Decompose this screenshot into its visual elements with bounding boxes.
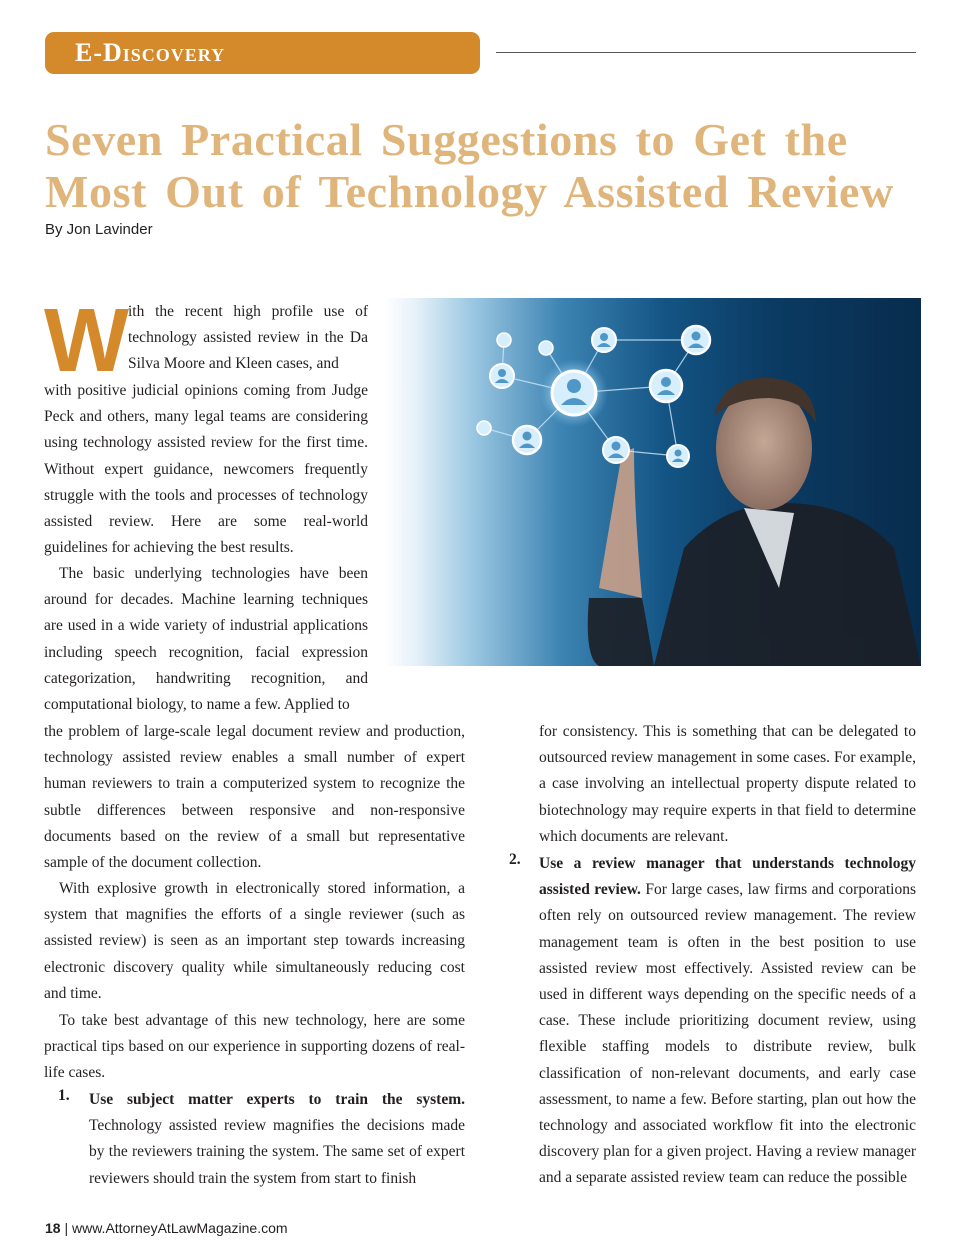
section-tab [45,32,480,74]
drop-cap: W [44,291,129,391]
paragraph-3: With explosive growth in electronically stored information, a system that magnifies the efforts of a single reviewer (such as assisted review) is seen as an important step towards increasing electronic discovery quality while simultaneously reducing cost and time. [44,880,465,1002]
list-item-1-heading: Use subject matter experts to train the system. [89,1091,465,1108]
person-figure [588,378,921,666]
article-title: Seven Practical Suggestions to Get the Most Out of Technology Assisted Review [45,114,894,217]
user-node-icons [477,326,710,467]
byline: By Jon Lavinder [45,221,153,238]
page-number: 18 [45,1220,61,1236]
list-number-2: 2. [509,851,521,868]
page-footer [45,1220,288,1236]
list-item-2 [539,851,916,1192]
header-rule [496,52,916,53]
paragraph-2-rest: the problem of large-scale legal document review and production, technology assisted review enables a small number of expert human reviewers to train a computerized system to recognize the subtle differences between responsive and non-responsive documents based on the review of a small but representative sample of the document collection. [44,723,465,872]
article-photo [384,298,921,666]
footer-separator: | [64,1220,69,1236]
paragraph-2-top: The basic underlying technologies have been around for decades. Machine learning techniques are used in a wide variety of industrial applications including speech recognition, facial expression categorization, handwriting recognition, and computational biology, to name a few. Applied to [44,565,368,714]
list-item-1 [89,1087,465,1192]
list-item-1-body: Technology assisted review magnifies the decisions made by the reviewers training the system. The same set of expert reviewers should train the system from start to finish [89,1117,465,1187]
footer-website: www.AttorneyAtLawMagazine.com [72,1220,288,1236]
list-item-2-heading: Use a review manager that understands technology assisted review. [539,855,916,899]
column-2-continuation: for consistency. This is something that can be delegated to outsourced review management in some cases. For example, a case involving an intellectual property dispute related to biotechnology may require experts in that field to determine which documents are relevant. [539,723,916,845]
paragraph-1-rest: with positive judicial opinions coming from Judge Peck and others, many legal teams are considering using technology assisted review for the first time. Without expert guidance, newcomers frequently struggle with the tools and processes of technology assisted review. Here are some real-world guidelines for achieving the best results. [44,382,368,557]
paragraph-1-top: ith the recent high profile use of technology assisted review in the Da Silva Moore and Kleen cases, and [128,303,368,373]
network-illustration [384,298,921,666]
list-item-2-body: For large cases, law firms and corporations often rely on outsourced review management. The review management team is often in the best position to use assisted review most effectively. Assisted review can be used in different ways depending on the specific needs of a case. These include prioritizing document review, using flexible staffing models to distribute review, bulk classification of non-relevant documents, and early case assessment, to name a few. Before starting, plan out how the technology and associated workflow fit into the electronic discovery plan for a given project. Having a review manager and a separate assisted review team can reduce the possible [539,881,917,1187]
list-number-1: 1. [58,1087,70,1104]
section-label: E-Discovery [75,38,226,67]
paragraph-4: To take best advantage of this new technology, here are some practical tips based on our experience in supporting dozens of real-life cases. [44,1012,465,1082]
